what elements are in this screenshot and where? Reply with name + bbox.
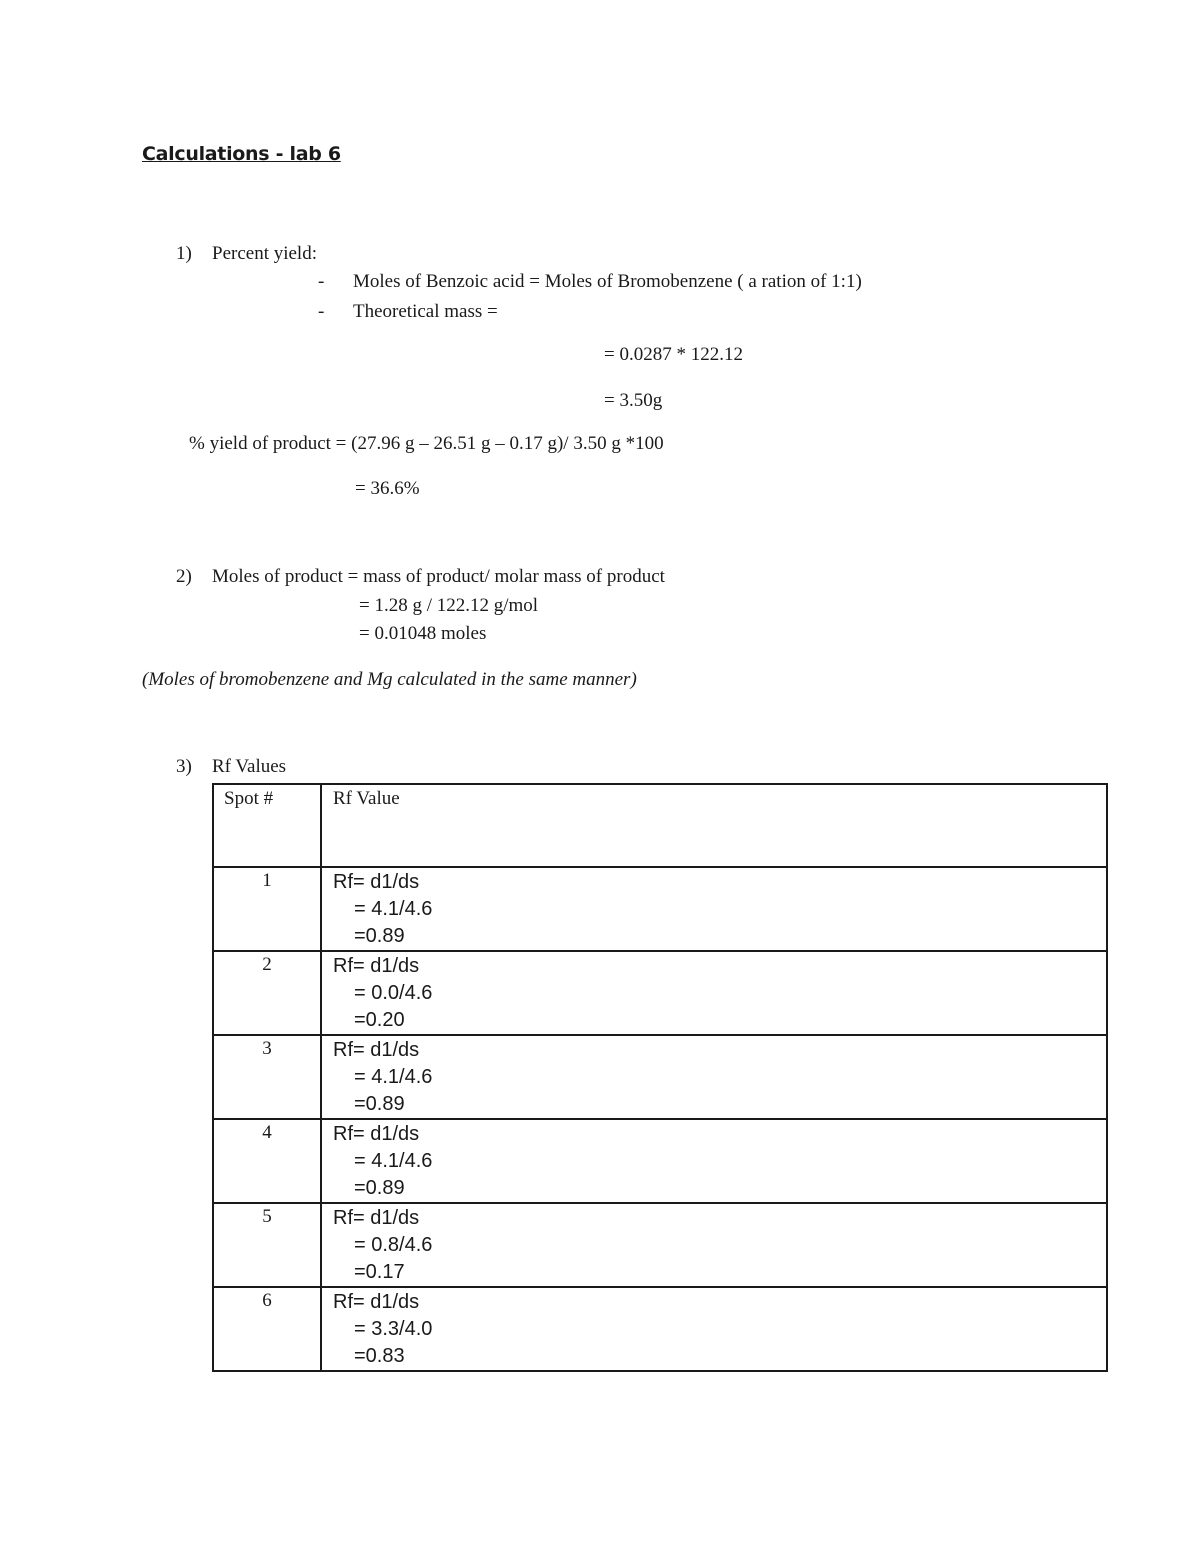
rf-ratio: = 4.1/4.6 (354, 1066, 433, 1088)
table-row (213, 867, 1107, 951)
rf-calculation (321, 1119, 1107, 1203)
rf-calculation (321, 1203, 1107, 1287)
table-row (213, 1119, 1107, 1203)
rf-formula: Rf= d1/ds (333, 1291, 420, 1313)
moles-note: (Moles of bromobenzene and Mg calculated in the same manner) (142, 669, 637, 690)
rf-calculation (321, 867, 1107, 951)
section-1-number: 1) (176, 243, 192, 264)
rf-ratio: = 3.3/4.0 (354, 1318, 433, 1340)
moles-ratio-text: Moles of Benzoic acid = Moles of Bromobenzene ( a ration of 1:1) (353, 271, 862, 292)
table-row (213, 1203, 1107, 1287)
theoretical-mass-label: Theoretical mass = (353, 301, 498, 322)
rf-formula: Rf= d1/ds (333, 1039, 420, 1061)
moles-result: = 0.01048 moles (359, 623, 487, 644)
spot-number: 6 (213, 1287, 321, 1371)
rf-ratio: = 4.1/4.6 (354, 898, 433, 920)
theoretical-mass-result: = 3.50g (604, 390, 663, 411)
section-2-heading: Moles of product = mass of product/ molar mass of product (212, 566, 665, 587)
spot-number: 4 (213, 1119, 321, 1203)
rf-formula: Rf= d1/ds (333, 1123, 420, 1145)
spot-number: 3 (213, 1035, 321, 1119)
table-row (213, 1287, 1107, 1371)
rf-formula: Rf= d1/ds (333, 871, 420, 893)
bullet-dash: - (318, 271, 325, 292)
rf-value: =0.89 (354, 925, 405, 947)
header-rf-value: Rf Value (321, 784, 1107, 867)
section-2-number: 2) (176, 566, 192, 587)
spot-number: 1 (213, 867, 321, 951)
rf-formula: Rf= d1/ds (333, 1207, 420, 1229)
section-3-number: 3) (176, 756, 192, 777)
header-spot: Spot # (213, 784, 321, 867)
rf-formula: Rf= d1/ds (333, 955, 420, 977)
rf-calculation (321, 1035, 1107, 1119)
page-title: Calculations - lab 6 (142, 143, 341, 165)
table-row (213, 951, 1107, 1035)
rf-value: =0.20 (354, 1009, 405, 1031)
section-3-heading: Rf Values (212, 756, 287, 777)
percent-yield-equation: % yield of product = (27.96 g – 26.51 g – 0.17 g)/ 3.50 g *100 (189, 433, 664, 454)
spot-number: 5 (213, 1203, 321, 1287)
rf-value: =0.83 (354, 1345, 405, 1367)
rf-value: =0.89 (354, 1177, 405, 1199)
rf-ratio: = 0.8/4.6 (354, 1234, 433, 1256)
rf-ratio: = 4.1/4.6 (354, 1150, 433, 1172)
spot-number: 2 (213, 951, 321, 1035)
rf-calculation (321, 951, 1107, 1035)
rf-value: =0.89 (354, 1093, 405, 1115)
moles-equation: = 1.28 g / 122.12 g/mol (359, 595, 539, 616)
theoretical-mass-equation: = 0.0287 * 122.12 (604, 344, 743, 365)
table-header-row (213, 784, 1107, 867)
bullet-dash: - (318, 301, 325, 322)
rf-ratio: = 0.0/4.6 (354, 982, 433, 1004)
section-1-heading: Percent yield: (212, 243, 317, 264)
rf-calculation (321, 1287, 1107, 1371)
rf-value: =0.17 (354, 1261, 405, 1283)
rf-values-table (212, 783, 1108, 1372)
percent-yield-result: = 36.6% (355, 478, 420, 499)
table-row (213, 1035, 1107, 1119)
